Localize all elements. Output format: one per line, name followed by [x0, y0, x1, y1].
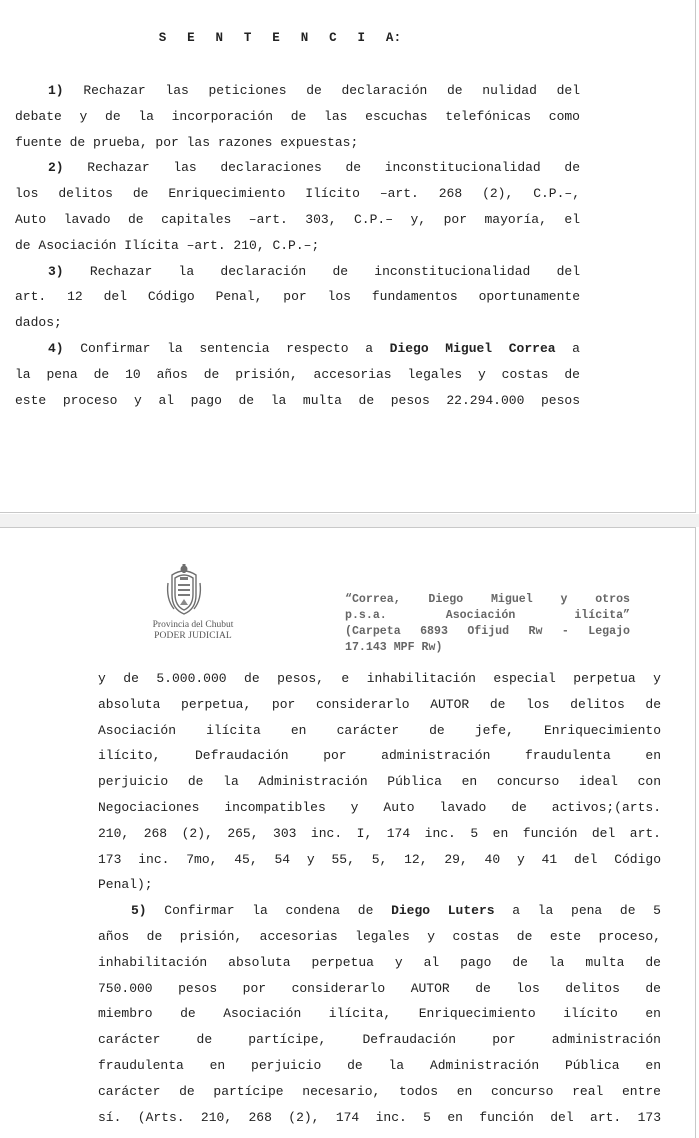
item-2-line-2: los delitos de Enriquecimiento Ilícito –art. 268 (2), C.P.–, [15, 186, 580, 202]
item-4-line-3: este proceso y al pago de la multa de pesos 22.294.000 pesos [15, 392, 580, 408]
defendant-name-luters: Diego Luters [391, 903, 495, 919]
item-2-line-1: 2) Rechazar las declaraciones de inconstitucionalidad de [48, 160, 580, 176]
caption-line-4: 17.143 MPF Rw) [345, 641, 443, 654]
caption-line-3: (Carpeta 6893 Ofijud Rw - Legajo [345, 625, 630, 638]
document-page-1 [0, 0, 696, 513]
item-4-line-1: 4) Confirmar la sentencia respecto a Diego Miguel Correa a [48, 340, 580, 356]
continuation-line-8: 173 inc. 7mo, 45, 54 y 55, 5, 12, 29, 40 y 41 del Código [98, 851, 661, 867]
page-1-body [15, 78, 580, 413]
item-1-number: 1) [48, 83, 64, 98]
institution-label [145, 620, 241, 641]
item-5-line-3: inhabilitación absoluta perpetua y al pago de la multa de [98, 954, 661, 970]
item-2-line-3: Auto lavado de capitales –art. 303, C.P.– y, por mayoría, el [15, 211, 580, 227]
item-3-line-1: 3) Rechazar la declaración de inconstitucionalidad del [48, 263, 580, 279]
continuation-line-6: Negociaciones incompatibles y Auto lavado de activos;(arts. [98, 799, 661, 815]
item-1-line-1: 1) Rechazar las peticiones de declaración de nulidad del [48, 83, 581, 98]
sentence-title: S E N T E N C I A: [158, 31, 402, 45]
item-2-number: 2) [48, 160, 64, 176]
item-5-line-9: sí. (Arts. 210, 268 (2), 174 inc. 5 en función del art. 173 [98, 1109, 661, 1125]
item-3-number: 3) [48, 263, 64, 279]
item-4-number: 4) [48, 340, 64, 356]
item-5-line-2: años de prisión, accesorias legales y costas de este proceso, [98, 928, 661, 944]
continuation-line-9: Penal); [98, 877, 153, 893]
caption-line-2: p.s.a. Asociación ilícita” [345, 609, 630, 622]
item-3-line-3: dados; [15, 315, 62, 331]
item-5-line-8: carácter de partícipe necesario, todos en concurso real entre [98, 1083, 661, 1099]
item-5-line-1: 5) Confirmar la condena de Diego Luters a la pena de 5 [131, 903, 661, 919]
item-5-number: 5) [131, 903, 147, 919]
item-5-line-4: 750.000 pesos por considerarlo AUTOR de los delitos de [98, 980, 661, 996]
continuation-line-7: 210, 268 (2), 265, 303 inc. I, 174 inc. 5 en función del art. [98, 825, 661, 841]
caption-line-1: “Correa, Diego Miguel y otros [345, 593, 630, 606]
item-5-line-6: carácter de partícipe, Defraudación por administración [98, 1032, 661, 1048]
continuation-line-4: ilícito, Defraudación por administración fraudulenta en [98, 748, 661, 764]
continuation-line-2: absoluta perpetua, por considerarlo AUTOR de los delitos de [98, 696, 661, 712]
continuation-line-5: perjuicio de la Administración Pública en concurso ideal con [98, 774, 661, 790]
province-name: Provincia del Chubut [152, 620, 234, 630]
page-2-body [98, 666, 661, 1130]
continuation-line-1: y de 5.000.000 de pesos, e inhabilitación especial perpetua y [98, 671, 661, 686]
item-1-line-2: debate y de la incorporación de las escuchas telefónicas como [15, 108, 580, 124]
defendant-name-correa: Diego Miguel Correa [389, 340, 556, 356]
page-separator [0, 514, 699, 527]
item-1-line-3: fuente de prueba, por las razones expuestas; [15, 134, 359, 150]
item-3-line-2: art. 12 del Código Penal, por los fundamentos oportunamente [15, 289, 580, 305]
continuation-line-3: Asociación ilícita en carácter de jefe, Enriquecimiento [98, 722, 661, 738]
item-5-line-5: miembro de Asociación ilícita, Enriquecimiento ilícito en [98, 1006, 661, 1022]
case-caption [345, 592, 630, 656]
item-4-line-2: la pena de 10 años de prisión, accesorias legales y costas de [15, 366, 580, 382]
judicial-power-name: PODER JUDICIAL [154, 630, 232, 641]
item-2-line-4: de Asociación Ilícita –art. 210, C.P.–; [15, 237, 320, 253]
item-5-line-7: fraudulenta en perjuicio de la Administración Pública en [98, 1057, 661, 1073]
provincial-coat-of-arms-icon [164, 561, 204, 617]
